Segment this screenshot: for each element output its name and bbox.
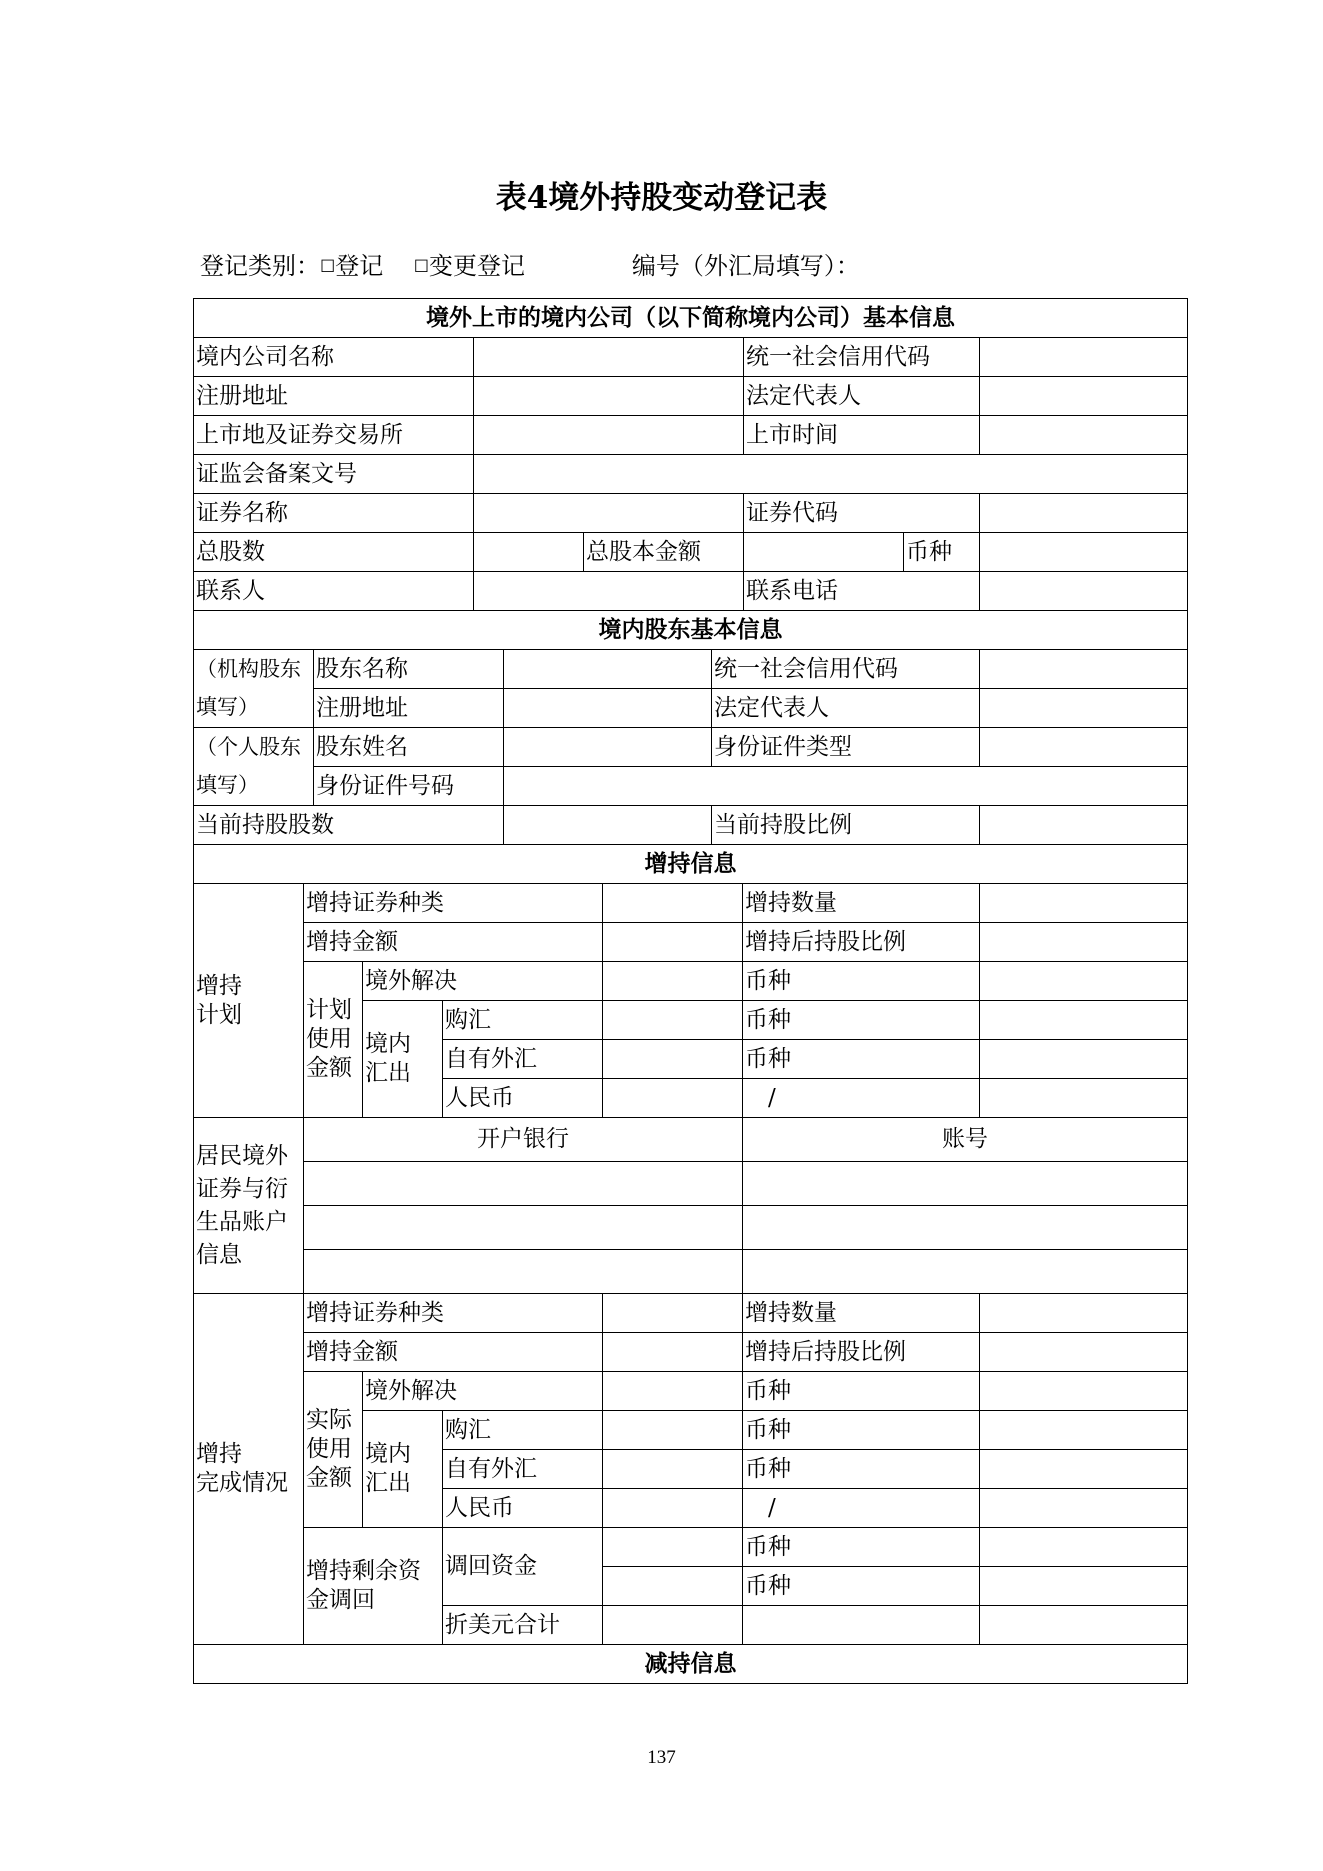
register-option-label: 登记 — [335, 252, 384, 280]
label-institution-1: （机构股东 — [194, 650, 314, 689]
field-done-rmb-extra[interactable] — [980, 1489, 1188, 1528]
label-security-name: 证券名称 — [194, 494, 474, 533]
field-done-rmb[interactable] — [603, 1489, 743, 1528]
label-csrc-filing: 证监会备案文号 — [194, 455, 474, 494]
planned-line-3: 金额 — [306, 1055, 352, 1081]
label-holder-address: 注册地址 — [314, 689, 504, 728]
field-plan-purchase-currency[interactable] — [980, 1001, 1188, 1040]
field-done-own-fx-currency[interactable] — [980, 1450, 1188, 1489]
field-total-shares[interactable] — [474, 533, 584, 572]
field-done-own-fx[interactable] — [603, 1450, 743, 1489]
section-company-info — [193, 298, 1187, 611]
label-done-offshore-currency: 币种 — [743, 1372, 980, 1411]
field-plan-rmb[interactable] — [603, 1079, 743, 1118]
acct-line-2: 证券与衍 — [196, 1175, 288, 1202]
label-repatriated-currency-2: 币种 — [743, 1567, 980, 1606]
field-done-offshore-currency[interactable] — [980, 1372, 1188, 1411]
label-reg-address: 注册地址 — [194, 377, 474, 416]
field-plan-purchase[interactable] — [603, 1001, 743, 1040]
label-plan-own-fx: 自有外汇 — [443, 1040, 603, 1079]
label-security-code: 证券代码 — [744, 494, 980, 533]
planned-line-2: 使用 — [306, 1026, 352, 1052]
label-listing-time: 上市时间 — [744, 416, 980, 455]
field-plan-own-fx-currency[interactable] — [980, 1040, 1188, 1079]
field-usd-total-extra-1[interactable] — [743, 1606, 980, 1645]
done-onshore-line-1: 境内 — [365, 1441, 411, 1467]
label-company-name: 境内公司名称 — [194, 338, 474, 377]
label-account-info — [194, 1118, 304, 1294]
label-plan-purchase: 购汇 — [443, 1001, 603, 1040]
label-credit-code: 统一社会信用代码 — [744, 338, 980, 377]
field-done-offshore[interactable] — [603, 1372, 743, 1411]
label-holder-name: 股东名称 — [314, 650, 504, 689]
field-account-3[interactable] — [743, 1250, 1188, 1294]
field-plan-offshore[interactable] — [603, 962, 743, 1001]
field-company-name[interactable] — [474, 338, 744, 377]
label-legal-rep: 法定代表人 — [744, 377, 980, 416]
field-repatriated-currency-2[interactable] — [980, 1567, 1188, 1606]
label-phone: 联系电话 — [744, 572, 980, 611]
label-contact: 联系人 — [194, 572, 474, 611]
label-done-onshore — [363, 1411, 443, 1528]
label-current-shares: 当前持股股数 — [194, 806, 504, 845]
field-current-shares[interactable] — [504, 806, 712, 845]
label-individual-1: （个人股东 — [194, 728, 314, 767]
label-total-capital: 总股本金额 — [584, 533, 744, 572]
label-plan-offshore-currency: 币种 — [743, 962, 980, 1001]
label-current-ratio: 当前持股比例 — [712, 806, 980, 845]
section-header-decrease: 减持信息 — [194, 1645, 1188, 1684]
label-done-rmb: 人民币 — [443, 1489, 603, 1528]
label-plan-qty: 增持数量 — [743, 884, 980, 923]
field-security-name[interactable] — [474, 494, 744, 533]
actual-line-3: 金额 — [306, 1465, 352, 1491]
label-plan-own-fx-currency: 币种 — [743, 1040, 980, 1079]
label-plan-onshore — [363, 1001, 443, 1118]
field-account-1[interactable] — [743, 1162, 1188, 1206]
label-remaining-repatriation — [304, 1528, 443, 1645]
done-onshore-line-2: 汇出 — [365, 1470, 411, 1496]
field-plan-own-fx[interactable] — [603, 1040, 743, 1079]
field-plan-security-type[interactable] — [603, 884, 743, 923]
field-bank-1[interactable] — [304, 1162, 743, 1206]
section-header-company: 境外上市的境内公司（以下简称境内公司）基本信息 — [194, 299, 1188, 338]
section-header-shareholder: 境内股东基本信息 — [194, 611, 1188, 650]
field-reg-address[interactable] — [474, 377, 744, 416]
label-plan-purchase-currency: 币种 — [743, 1001, 980, 1040]
checkbox-register[interactable]: ☐ — [320, 257, 336, 277]
change-register-option-label: 变更登记 — [429, 252, 526, 280]
label-done-qty: 增持数量 — [743, 1294, 980, 1333]
label-person-name: 股东姓名 — [314, 728, 504, 767]
field-account-2[interactable] — [743, 1206, 1188, 1250]
field-listing-time[interactable] — [980, 416, 1188, 455]
field-holder-legal-rep[interactable] — [980, 689, 1188, 728]
label-done-own-fx: 自有外汇 — [443, 1450, 603, 1489]
label-holder-legal-rep: 法定代表人 — [712, 689, 980, 728]
field-bank-3[interactable] — [304, 1250, 743, 1294]
label-done-offshore: 境外解决 — [363, 1372, 603, 1411]
field-holder-name[interactable] — [504, 650, 712, 689]
field-holder-credit-code[interactable] — [980, 650, 1188, 689]
label-increase-plan — [194, 884, 304, 1118]
actual-line-2: 使用 — [306, 1436, 352, 1462]
field-person-name[interactable] — [504, 728, 712, 767]
label-usd-total: 折美元合计 — [443, 1606, 603, 1645]
field-usd-total-extra-2[interactable] — [980, 1606, 1188, 1645]
field-plan-amount[interactable] — [603, 923, 743, 962]
section-shareholder-info — [193, 610, 1187, 845]
field-security-code[interactable] — [980, 494, 1188, 533]
field-current-ratio[interactable] — [980, 806, 1188, 845]
field-credit-code[interactable] — [980, 338, 1188, 377]
label-done-purchase-currency: 币种 — [743, 1411, 980, 1450]
remain-line-2: 金调回 — [306, 1587, 375, 1613]
field-listing-place[interactable] — [474, 416, 744, 455]
label-id-type: 身份证件类型 — [712, 728, 980, 767]
plan-onshore-line-2: 汇出 — [365, 1060, 411, 1086]
label-currency: 币种 — [904, 533, 980, 572]
done-line-2: 完成情况 — [196, 1470, 288, 1496]
field-phone[interactable] — [980, 572, 1188, 611]
field-plan-qty[interactable] — [980, 884, 1188, 923]
done-line-1: 增持 — [196, 1441, 242, 1467]
label-bank: 开户银行 — [304, 1118, 743, 1162]
label-done-purchase: 购汇 — [443, 1411, 603, 1450]
planned-line-1: 计划 — [306, 997, 352, 1023]
acct-line-3: 生品账户 — [196, 1208, 288, 1235]
label-done-amount: 增持金额 — [304, 1333, 603, 1372]
field-repatriated-2[interactable] — [603, 1567, 743, 1606]
actual-line-1: 实际 — [306, 1407, 352, 1433]
field-total-capital[interactable] — [744, 533, 904, 572]
field-done-qty[interactable] — [980, 1294, 1188, 1333]
label-listing-place: 上市地及证券交易所 — [194, 416, 474, 455]
field-bank-2[interactable] — [304, 1206, 743, 1250]
field-repatriated-currency-1[interactable] — [980, 1528, 1188, 1567]
field-id-number[interactable] — [504, 767, 1188, 806]
field-done-amount[interactable] — [603, 1333, 743, 1372]
label-plan-security-type: 增持证券种类 — [304, 884, 603, 923]
label-actual-amount — [304, 1372, 363, 1528]
label-done-own-fx-currency: 币种 — [743, 1450, 980, 1489]
page-number: 137 — [647, 1747, 676, 1768]
field-currency[interactable] — [980, 533, 1188, 572]
plan-rmb-slash: / — [743, 1079, 980, 1118]
acct-line-1: 居民境外 — [196, 1142, 288, 1169]
plan-line-1: 增持 — [196, 972, 242, 999]
label-planned-amount — [304, 962, 363, 1118]
field-plan-after-ratio[interactable] — [980, 923, 1188, 962]
acct-line-4: 信息 — [196, 1241, 242, 1268]
field-id-type[interactable] — [980, 728, 1188, 767]
field-contact[interactable] — [474, 572, 744, 611]
label-increase-done — [194, 1294, 304, 1645]
number-label: 编号（外汇局填写）： — [631, 252, 860, 280]
field-holder-address[interactable] — [504, 689, 712, 728]
label-institution-2: 填写） — [194, 689, 314, 728]
label-account-number: 账号 — [743, 1118, 1188, 1162]
checkbox-change-register[interactable]: ☐ — [413, 257, 430, 277]
field-plan-offshore-currency[interactable] — [980, 962, 1188, 1001]
field-plan-rmb-extra[interactable] — [980, 1079, 1188, 1118]
registration-type-label: 登记类别： — [200, 252, 320, 280]
section-increase-info — [193, 844, 1187, 1684]
field-legal-rep[interactable] — [980, 377, 1188, 416]
field-repatriated-1[interactable] — [603, 1528, 743, 1567]
registration-line — [200, 246, 860, 281]
label-holder-credit-code: 统一社会信用代码 — [712, 650, 980, 689]
field-done-purchase-currency[interactable] — [980, 1411, 1188, 1450]
label-plan-amount: 增持金额 — [304, 923, 603, 962]
label-plan-after-ratio: 增持后持股比例 — [743, 923, 980, 962]
label-id-number: 身份证件号码 — [314, 767, 504, 806]
label-repatriated-funds: 调回资金 — [443, 1528, 603, 1606]
field-done-purchase[interactable] — [603, 1411, 743, 1450]
field-csrc-filing[interactable] — [474, 455, 1188, 494]
label-individual-2: 填写） — [194, 767, 314, 806]
done-rmb-slash: / — [743, 1489, 980, 1528]
label-done-after-ratio: 增持后持股比例 — [743, 1333, 980, 1372]
plan-line-2: 计划 — [196, 1001, 242, 1028]
label-plan-rmb: 人民币 — [443, 1079, 603, 1118]
plan-onshore-line-1: 境内 — [365, 1031, 411, 1057]
label-total-shares: 总股数 — [194, 533, 474, 572]
field-done-security-type[interactable] — [603, 1294, 743, 1333]
label-plan-offshore: 境外解决 — [363, 962, 603, 1001]
field-usd-total[interactable] — [603, 1606, 743, 1645]
page-title: 表4境外持股变动登记表 — [495, 180, 828, 216]
field-done-after-ratio[interactable] — [980, 1333, 1188, 1372]
label-repatriated-currency-1: 币种 — [743, 1528, 980, 1567]
remain-line-1: 增持剩余资 — [306, 1558, 421, 1584]
section-header-increase: 增持信息 — [194, 845, 1188, 884]
label-done-security-type: 增持证券种类 — [304, 1294, 603, 1333]
